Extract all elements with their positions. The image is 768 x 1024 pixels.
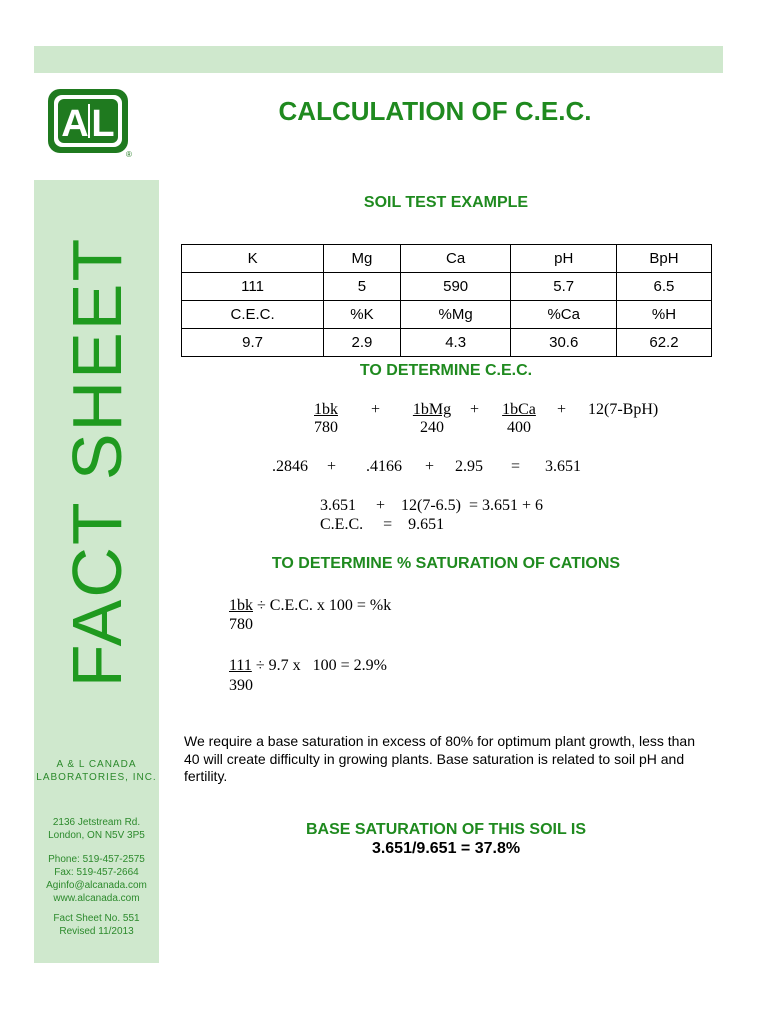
company-address: 2136 Jetstream Rd. London, ON N5V 3P5 <box>48 817 145 841</box>
top-band <box>34 46 723 73</box>
plus-sign: + <box>470 401 480 418</box>
logo-registered-mark: ® <box>126 150 132 158</box>
plus-sign: + <box>425 458 435 475</box>
equals-sign: = <box>511 458 521 475</box>
logo-letter-l: L <box>91 103 115 145</box>
saturation-formula-denominator: 780 <box>229 616 253 633</box>
table-row: C.E.C. %K %Mg %Ca %H <box>182 301 712 329</box>
plus-sign: + <box>371 401 381 418</box>
base-saturation-paragraph: We require a base saturation in excess of 80% for optimum plant growth, less than 40 will create difficulty in growing plants. Base saturation is related to soil pH and fertility. <box>184 733 696 784</box>
sum-result: 3.651 <box>545 458 581 475</box>
plus-sign: + <box>327 458 337 475</box>
soil-test-heading: SOIL TEST EXAMPLE <box>363 194 529 211</box>
fact-sheet-number: Fact Sheet No. 551 Revised 11/2013 <box>53 913 140 937</box>
table-row: K Mg Ca pH BpH <box>182 245 712 273</box>
table-row: 111 5 590 5.7 6.5 <box>182 273 712 301</box>
term-mg: .4166 <box>366 458 402 475</box>
soil-test-table <box>181 244 712 357</box>
plus-sign: + <box>557 401 567 418</box>
fraction-k: $\frac{1bk}{780}$ <box>314 401 338 436</box>
saturation-formula: 1bk ÷ C.E.C. x 100 = %k <box>229 597 392 614</box>
bph-term: 12(7-BpH) <box>588 401 659 418</box>
base-saturation-heading: BASE SATURATION OF THIS SOIL IS <box>305 821 586 838</box>
base-saturation-value: 3.651/9.651 = 37.8% <box>371 840 521 857</box>
fraction-mg: 1bMg 240 <box>412 401 452 436</box>
fraction-ca: 1bCa 400 <box>502 401 536 436</box>
term-k: .2846 <box>272 458 308 475</box>
saturation-example: 111 ÷ 9.7 x 100 = 2.9% <box>229 657 387 674</box>
saturation-heading: TO DETERMINE % SATURATION OF CATIONS <box>271 555 621 572</box>
cec-calc-line: 3.651 + 12(7-6.5) = 3.651 + 6 <box>320 497 544 514</box>
logo-letter-a: A <box>61 103 89 145</box>
term-ca: 2.95 <box>455 458 483 475</box>
fact-sheet-vertical-title: FACT SHEET <box>58 236 136 688</box>
company-contact: Phone: 519-457-2575 Fax: 519-457-2664 Aginfo@alcanada.com www.alcanada.com <box>46 854 147 904</box>
company-name: A & L CANADA LABORATORIES, INC. <box>36 759 157 783</box>
page-title: CALCULATION OF C.E.C. <box>278 96 592 126</box>
cec-result-line: C.E.C. = 9.651 <box>320 516 445 533</box>
saturation-example-denominator: 390 <box>229 677 253 694</box>
cec-heading: TO DETERMINE C.E.C. <box>359 362 533 379</box>
table-row: 9.7 2.9 4.3 30.6 62.2 <box>182 329 712 357</box>
al-logo <box>45 86 133 158</box>
